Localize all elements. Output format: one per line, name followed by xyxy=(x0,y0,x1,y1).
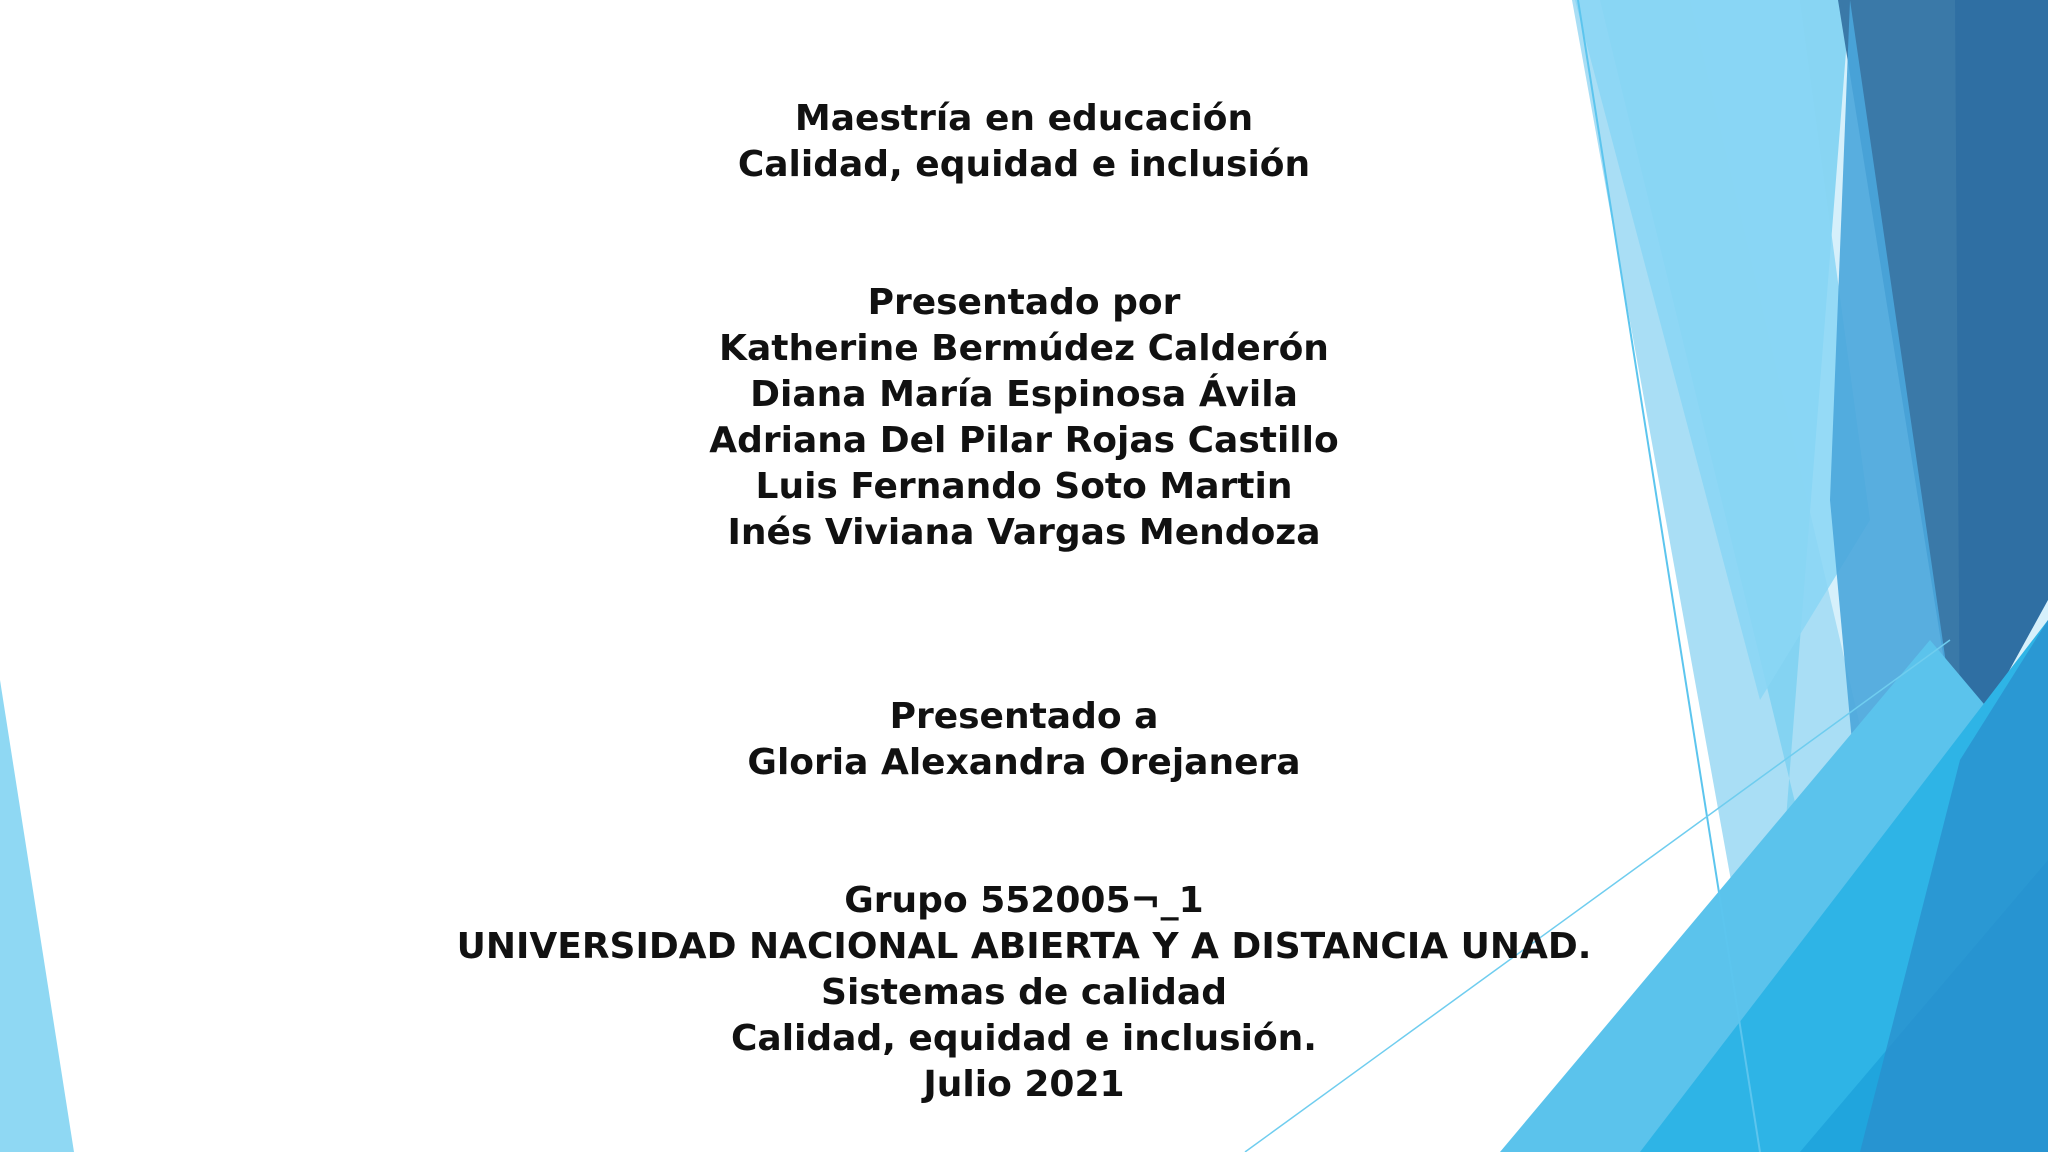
author-name: Inés Viviana Vargas Mendoza xyxy=(727,512,1321,553)
program-line-2: Calidad, equidad e inclusión xyxy=(737,144,1311,185)
program-block xyxy=(440,96,1608,188)
presented-to-block xyxy=(440,694,1608,786)
university-name: UNIVERSIDAD NACIONAL ABIERTA Y A DISTANCIA UNAD. xyxy=(456,926,1592,967)
presented-to-heading: Presentado a xyxy=(889,696,1159,737)
author-name: Katherine Bermúdez Calderón xyxy=(719,328,1329,369)
subject-name: Calidad, equidad e inclusión. xyxy=(731,1018,1317,1059)
title-content xyxy=(440,96,1608,1108)
group-code: Grupo 552005¬_1 xyxy=(844,880,1204,921)
author-name: Adriana Del Pilar Rojas Castillo xyxy=(709,420,1339,461)
presented-by-heading: Presentado por xyxy=(867,282,1181,323)
presented-to-name: Gloria Alexandra Orejanera xyxy=(747,742,1301,783)
presentation-date: Julio 2021 xyxy=(923,1064,1125,1105)
presented-by-block xyxy=(440,280,1608,556)
author-name: Luis Fernando Soto Martin xyxy=(755,466,1293,507)
program-line-1: Maestría en educación xyxy=(794,98,1254,139)
course-name: Sistemas de calidad xyxy=(821,972,1227,1013)
author-name: Diana María Espinosa Ávila xyxy=(750,374,1298,415)
left-light-triangle xyxy=(0,680,74,1152)
footer-block xyxy=(440,878,1608,1108)
